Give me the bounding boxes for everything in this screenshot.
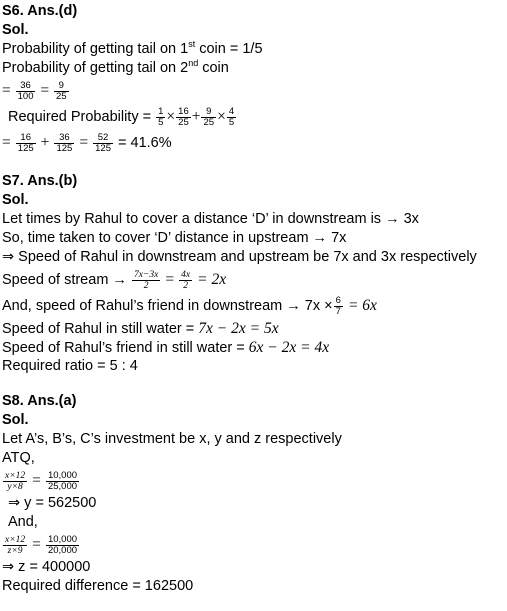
s8-result-z: ⇒ z = 400000: [2, 559, 91, 575]
s7-still-water-friend: Speed of Rahul’s friend in still water = 6x − 2x = 4x: [2, 339, 330, 356]
s6-sol-label: Sol.: [2, 22, 29, 38]
s6-eq3: = $\frac{16}{125}$ + $\frac{36}{125}$ = $\frac{52}{125}$ = 41.6%: [2, 131, 172, 154]
s8-sol-label: Sol.: [2, 412, 29, 428]
s6-eq2: Required Probability = $\frac{1}{5}$ × $\frac{16}{25}$ + $\frac{9}{25}$ × $\frac{4}{5}$: [8, 105, 235, 128]
s7-line2: So, time taken to cover ‘D’ distance in upstream → 7x: [2, 230, 347, 246]
s7-line1: Let times by Rahul to cover a distance ‘D’ in downstream is → 3x: [2, 211, 419, 227]
s8-eq2: $\frac{x\times 12}{z\times 9}$ = $\frac{10,000}{20,000}$: [5, 533, 78, 556]
s8-result-y: ⇒ y = 562500: [8, 495, 97, 511]
s6-eq1: = $\frac{36}{100}$ = $\frac{9}{25}$: [2, 79, 67, 102]
s7-heading: S7. Ans.(b): [2, 173, 78, 189]
s7-stream-speed: Speed of stream → $\frac{7x-3x}{2}$ = $\frac{4x}{2}$ = 2x: [2, 269, 227, 291]
s6-line1: Probability of getting tail on 1st coin = 1/5: [2, 39, 263, 57]
s8-and: And,: [8, 514, 38, 530]
s7-still-water-rahul: Speed of Rahul in still water = 7x − 2x = 5x: [2, 320, 279, 337]
s8-difference: Required difference = 162500: [2, 578, 194, 594]
s6-heading: S6. Ans.(d): [2, 3, 78, 19]
s7-line3: ⇒ Speed of Rahul in downstream and upstream be 7x and 3x respectively: [2, 249, 477, 265]
s8-atq: ATQ,: [2, 450, 35, 466]
s8-heading: S8. Ans.(a): [2, 393, 77, 409]
s7-ratio: Required ratio = 5 : 4: [2, 358, 138, 374]
s8-line1: Let A’s, B’s, C’s investment be x, y and z respectively: [2, 431, 342, 447]
s7-sol-label: Sol.: [2, 192, 29, 208]
s6-line2: Probability of getting tail on 2nd coin: [2, 58, 229, 76]
s7-friend-downstream: And, speed of Rahul’s friend in downstream → 7x × $\frac{6}{7}$ = 6x: [2, 294, 377, 317]
s8-eq1: $\frac{x\times 12}{y\times 8}$ = $\frac{10,000}{25,000}$: [5, 469, 78, 492]
